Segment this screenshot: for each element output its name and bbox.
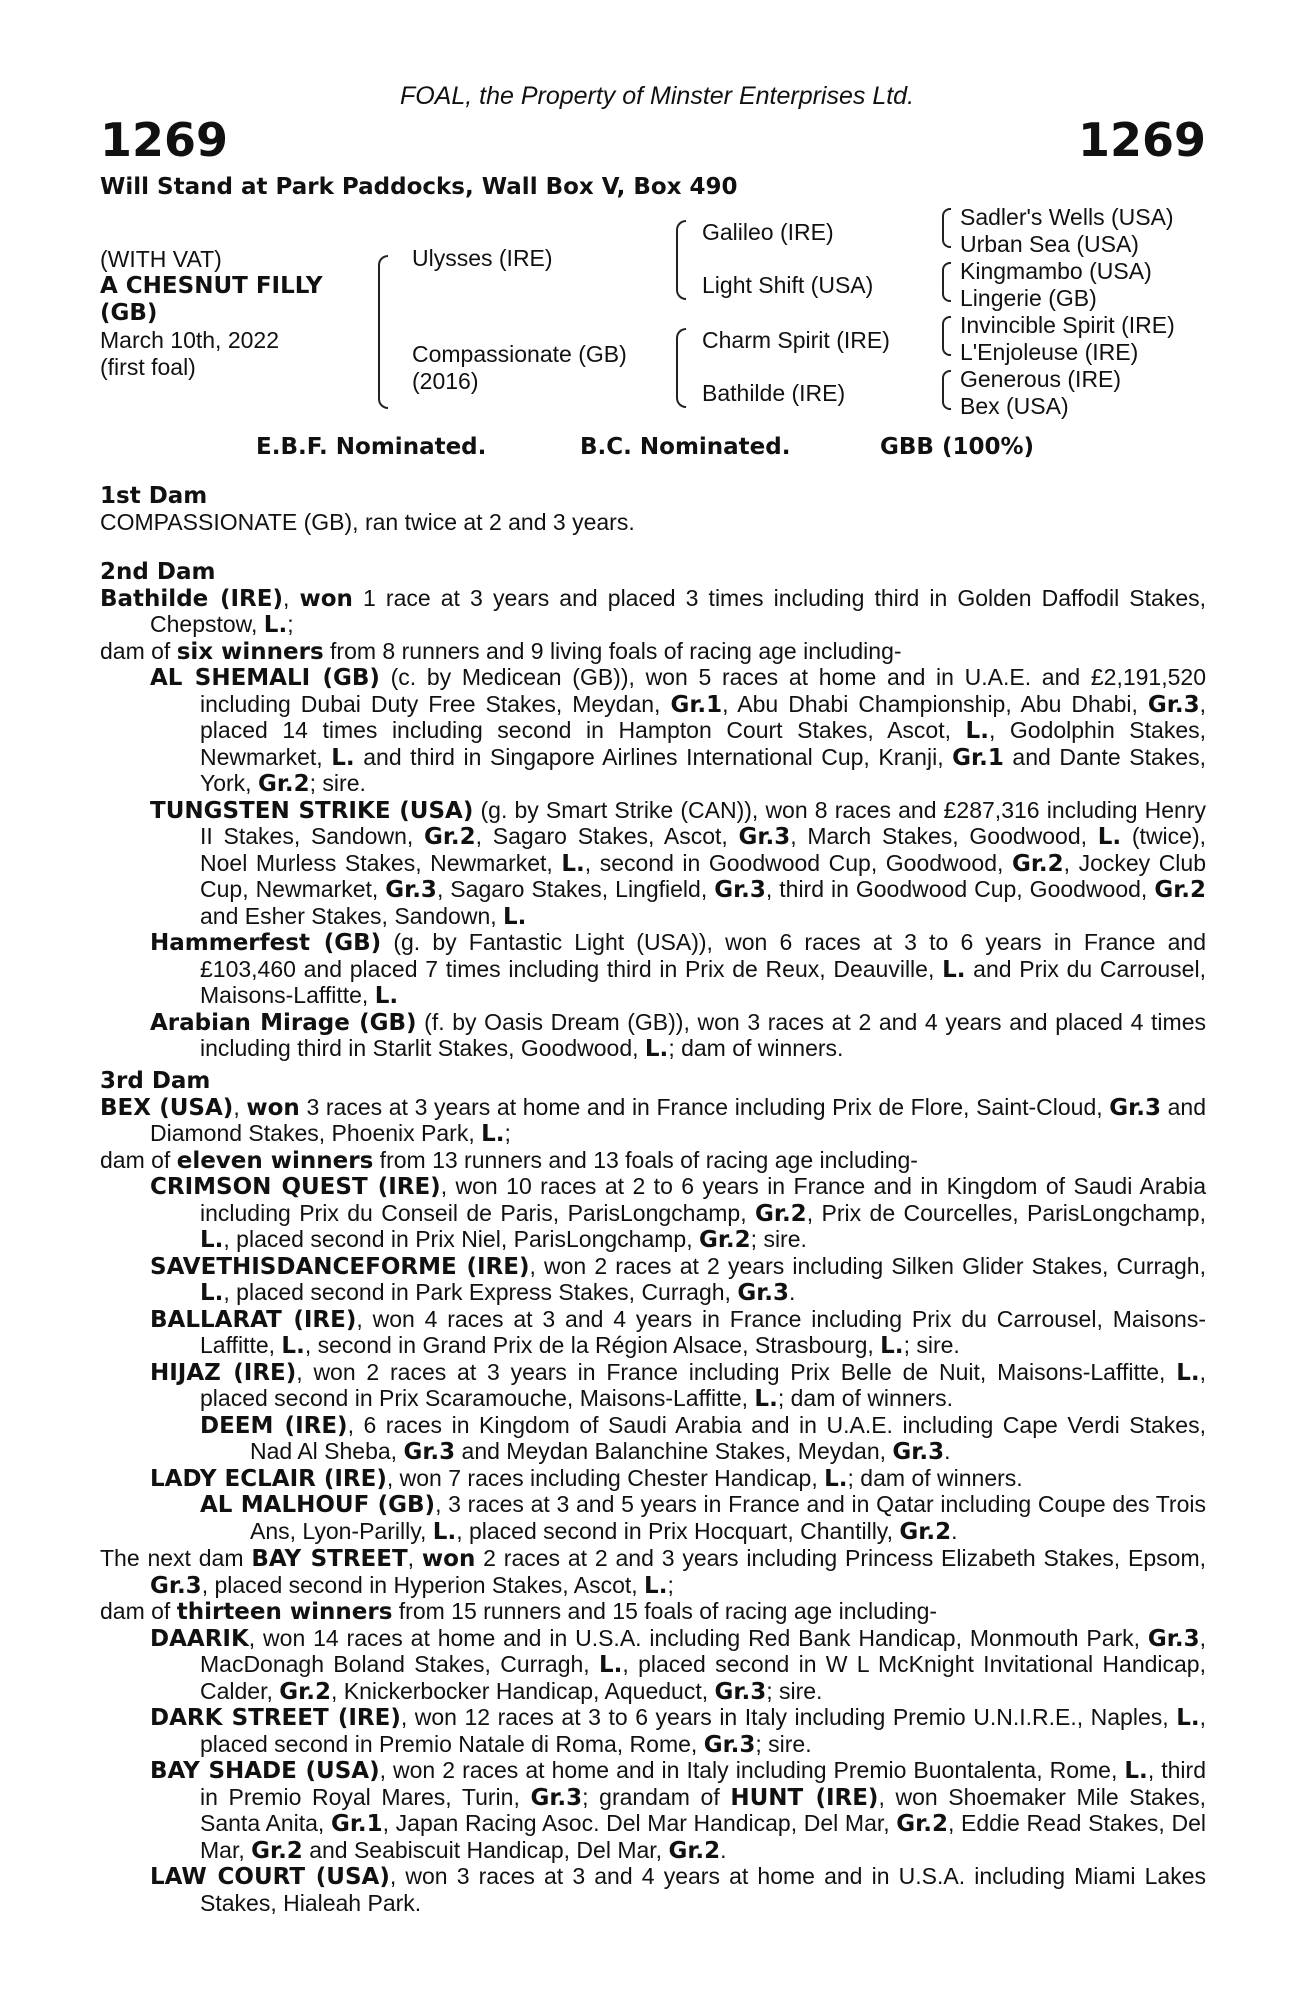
sire-sire: Galileo (IRE) bbox=[702, 219, 834, 245]
grand-progeny-item: AL MALHOUF (GB), 3 races at 3 and 5 years in France and in Qatar including Coupe des Trois Ans, Lyon-Parilly, L., placed second in Prix Hocquart, Chantilly, Gr.2. bbox=[200, 1491, 1206, 1545]
third-dam-produce: dam of eleven winners from 13 runners and 13 foals of racing age including- bbox=[100, 1146, 918, 1174]
second-dam-record: Bathilde (IRE), won 1 race at 3 years and placed 3 times including third in Golden Daffodil Stakes, Chepstow, L.; bbox=[100, 584, 1206, 638]
progeny-item: Arabian Mirage (GB) (f. by Oasis Dream (GB)), won 3 races at 2 and 4 years and placed 4 times including third in Starlit Stakes, Goodwood, L.; dam of winners. bbox=[150, 1008, 1206, 1062]
grand-progeny-item: DEEM (IRE), 6 races in Kingdom of Saudi Arabia and in U.A.E. including Cape Verdi Stakes, Nad Al Sheba, Gr.3 and Meydan Balanchine Stakes, Meydan, Gr.3. bbox=[200, 1411, 1206, 1465]
first-dam-section bbox=[100, 484, 1206, 535]
dam-dam: Bathilde (IRE) bbox=[702, 380, 846, 406]
pedigree-brace-3 bbox=[676, 328, 686, 408]
progeny-item: LADY ECLAIR (IRE), won 7 races including Chester Handicap, L.; dam of winners. bbox=[150, 1464, 1023, 1492]
sds: Kingmambo (USA) bbox=[960, 258, 1152, 284]
dsd: L'Enjoleuse (IRE) bbox=[960, 339, 1139, 365]
bc-nominated: B.C. Nominated. bbox=[580, 434, 791, 460]
sdd: Lingerie (GB) bbox=[960, 285, 1097, 311]
horse-country: (GB) bbox=[100, 300, 158, 326]
lot-number-left: 1269 bbox=[100, 113, 229, 167]
pedigree-brace-6 bbox=[942, 316, 951, 356]
dam-sire: Charm Spirit (IRE) bbox=[702, 327, 890, 353]
progeny-item: BALLARAT (IRE), won 4 races at 3 and 4 years in France including Prix du Carrousel, Maisons-Laffitte, L., second in Grand Prix de la Région Alsace, Strasbourg, L.; sire. bbox=[150, 1305, 1206, 1359]
sss: Sadler's Wells (USA) bbox=[960, 204, 1174, 230]
progeny-item: DAARIK, won 14 races at home and in U.S.A. including Red Bank Handicap, Monmouth Park, Gr.3, MacDonagh Boland Stakes, Curragh, L., placed second in W L McKnight Invitational Handicap, Calder, Gr.2, Knickerbocker Handicap, Aqueduct, Gr.3; sire. bbox=[150, 1624, 1206, 1705]
progeny-item: LAW COURT (USA), won 3 races at 3 and 4 years at home and in U.S.A. including Miami Lakes Stakes, Hialeah Park. bbox=[150, 1863, 1206, 1916]
pedigree-brace-5 bbox=[942, 262, 951, 302]
dam: Compassionate (GB) bbox=[412, 341, 627, 367]
second-dam-heading: 2nd Dam bbox=[100, 559, 216, 585]
third-dam-section bbox=[100, 1069, 1206, 1545]
pedigree-brace-1 bbox=[378, 255, 388, 409]
progeny-item: TUNGSTEN STRIKE (USA) (g. by Smart Strike (CAN)), won 8 races and £287,316 including Henry II Stakes, Sandown, Gr.2, Sagaro Stakes, Ascot, Gr.3, March Stakes, Goodwood, L. (twice), Noel Murless Stakes, Newmarket, L., second in Goodwood Cup, Goodwood, Gr.2, Jockey Club Cup, Newmarket, Gr.3, Sagaro Stakes, Lingfield, Gr.3, third in Goodwood Cup, Goodwood, Gr.2 and Esher Stakes, Sandown, L. bbox=[150, 796, 1207, 930]
lot-number-right: 1269 bbox=[1077, 113, 1206, 167]
gbb-rating: GBB (100%) bbox=[880, 434, 1035, 460]
third-dam-heading: 3rd Dam bbox=[100, 1068, 211, 1094]
ddd: Bex (USA) bbox=[960, 393, 1069, 419]
ebf-nominated: E.B.F. Nominated. bbox=[256, 434, 487, 460]
next-dam-record: The next dam BAY STREET, won 2 races at 2 and 3 years including Princess Elizabeth Stakes, Epsom, Gr.3, placed second in Hyperion Stakes, Ascot, L.; bbox=[100, 1545, 1206, 1599]
progeny-item: CRIMSON QUEST (IRE), won 10 races at 2 to 6 years in France and in Kingdom of Saudi Arabia including Prix du Conseil de Paris, ParisLongchamp, Gr.2, Prix de Courcelles, ParisLongchamp, L., placed second in Prix Niel, ParisLongchamp, Gr.2; sire. bbox=[150, 1173, 1206, 1253]
sire-dam: Light Shift (USA) bbox=[702, 272, 874, 298]
third-dam-record: BEX (USA), won 3 races at 3 years at home and in France including Prix de Flore, Saint-Cloud, Gr.3 and Diamond Stakes, Phoenix Park, L.; bbox=[100, 1093, 1207, 1147]
sire: Ulysses (IRE) bbox=[412, 245, 553, 271]
second-dam-section bbox=[100, 560, 1206, 1063]
next-dam-produce: dam of thirteen winners from 15 runners and 15 foals of racing age including- bbox=[100, 1598, 938, 1625]
progeny-item: AL SHEMALI (GB) (c. by Medicean (GB)), won 5 races at home and in U.A.E. and £2,191,520 including Dubai Duty Free Stakes, Meydan, Gr.1, Abu Dhabi Championship, Abu Dhabi, Gr.3, placed 14 times including second in Hampton Court Stakes, Ascot, L., Godolphin Stakes, Newmarket, L. and third in Singapore Airlines International Cup, Kranji, Gr.1 and Dante Stakes, York, Gr.2; sire. bbox=[150, 664, 1206, 797]
next-dam-section bbox=[100, 1546, 1206, 1916]
first-dam-heading: 1st Dam bbox=[100, 483, 208, 509]
progeny-item: BAY SHADE (USA), won 2 races at home and in Italy including Premio Buontalenta, Rome, L., third in Premio Royal Mares, Turin, Gr.3; grandam of HUNT (IRE), won Shoemaker Mile Stakes, Santa Anita, Gr.1, Japan Racing Asoc. Del Mar Handicap, Del Mar, Gr.2, Eddie Read Stakes, Del Mar, Gr.2 and Seabiscuit Handicap, Del Mar, Gr.2. bbox=[150, 1757, 1206, 1864]
dss: Invincible Spirit (IRE) bbox=[960, 312, 1175, 338]
horse-dob: March 10th, 2022 bbox=[100, 327, 280, 353]
progeny-item: DARK STREET (IRE), won 12 races at 3 to 6 years in Italy including Premio U.N.I.R.E., Naples, L., placed second in Premio Natale di Roma, Rome, Gr.3; sire. bbox=[150, 1704, 1206, 1758]
first-dam-text: COMPASSIONATE (GB), ran twice at 2 and 3 years. bbox=[100, 508, 635, 535]
progeny-item: SAVETHISDANCEFORME (IRE), won 2 races at 2 years including Silken Glider Stakes, Curragh, L., placed second in Park Express Stakes, Curragh, Gr.3. bbox=[150, 1252, 1206, 1306]
vat-note: (WITH VAT) bbox=[100, 246, 222, 272]
property-line: FOAL, the Property of Minster Enterprises Ltd. bbox=[399, 82, 915, 110]
stand-location: Will Stand at Park Paddocks, Wall Box V, Box 490 bbox=[100, 174, 738, 200]
pedigree-brace-7 bbox=[942, 370, 951, 410]
horse-note: (first foal) bbox=[100, 354, 196, 380]
pedigree-brace-4 bbox=[942, 208, 951, 248]
ssd: Urban Sea (USA) bbox=[960, 231, 1139, 257]
dam-year: (2016) bbox=[412, 368, 479, 394]
progeny-item: Hammerfest (GB) (g. by Fantastic Light (USA)), won 6 races at 3 to 6 years in France and £103,460 and placed 7 times including third in Prix de Reux, Deauville, L. and Prix du Carrousel, Maisons-Laffitte, L. bbox=[150, 929, 1207, 1009]
second-dam-produce: dam of six winners from 8 runners and 9 living foals of racing age including- bbox=[100, 637, 902, 665]
dds: Generous (IRE) bbox=[960, 366, 1122, 392]
pedigree-brace-2 bbox=[676, 220, 686, 300]
progeny-item: HIJAZ (IRE), won 2 races at 3 years in France including Prix Belle de Nuit, Maisons-Laffitte, L., placed second in Prix Scaramouche, Maisons-Laffitte, L.; dam of winners. bbox=[150, 1358, 1207, 1412]
horse-info bbox=[100, 246, 370, 381]
horse-name: A CHESNUT FILLY bbox=[100, 273, 323, 299]
